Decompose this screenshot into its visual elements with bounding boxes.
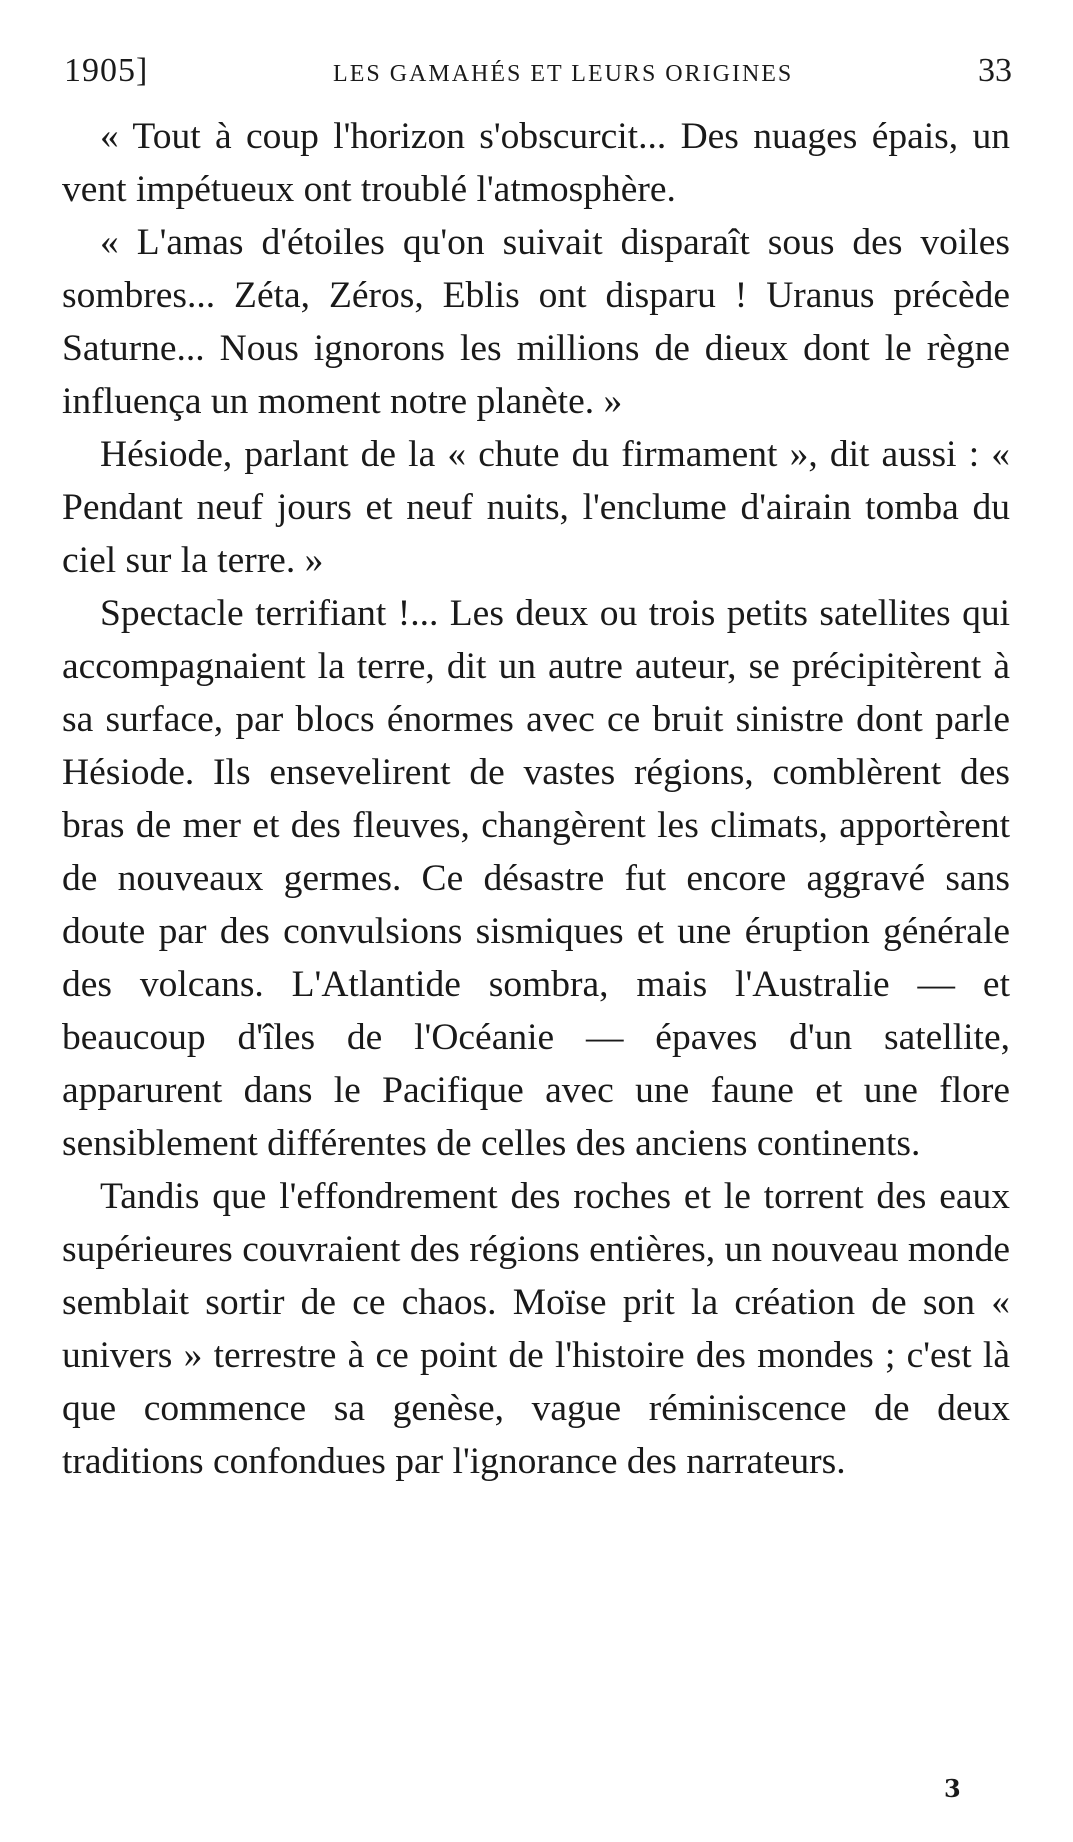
running-header [64, 52, 1012, 100]
paragraph-5: Tandis que l'effondrement des roches et le torrent des eaux supérieures couvraient des régions entières, un nouveau monde semblait sortir de ce chaos. Moïse prit la création de son « univers » terrestre à ce point de l'histoire des mondes ; c'est là que commence sa genèse, vague réminiscence de deux traditions confondues par l'ignorance des narrateurs. [62, 1176, 1010, 1482]
signature-mark: 3 [944, 1774, 961, 1803]
page-number: 33 [978, 52, 1012, 89]
paragraph-3: Hésiode, parlant de la « chute du firmament », dit aussi : « Pendant neuf jours et neuf nuits, l'enclume d'airain tomba du ciel sur la terre. » [62, 434, 1010, 581]
paragraph-4: Spectacle terrifiant !... Les deux ou trois petits satellites qui accompagnaient la terre, dit un autre auteur, se précipitèrent à sa surface, par blocs énormes avec ce bruit sinistre dont parle Hésiode. Ils ensevelirent de vastes régions, comblèrent des bras de mer et des fleuves, changèrent les climats, apportèrent de nouveaux germes. Ce désastre fut encore aggravé sans doute par des convulsions sismiques et une éruption générale des volcans. L'Atlantide sombra, mais l'Australie — et beaucoup d'îles de l'Océanie — épaves d'un satellite, apparurent dans le Pacifique avec une faune et une flore sensiblement différentes de celles des anciens continents. [62, 593, 1010, 1164]
body-text [62, 110, 1010, 1488]
paragraph-1: « Tout à coup l'horizon s'obscurcit... Des nuages épais, un vent impétueux ont troublé l'atmosphère. [62, 116, 1010, 210]
paragraph-2: « L'amas d'étoiles qu'on suivait disparaît sous des voiles sombres... Zéta, Zéros, Eblis ont disparu ! Uranus précède Saturne... Nous ignorons les millions de dieux dont le règne influença un moment notre planète. » [62, 222, 1010, 422]
header-title: LES GAMAHÉS ET LEURS ORIGINES [333, 61, 794, 87]
header-year: 1905] [64, 52, 149, 89]
